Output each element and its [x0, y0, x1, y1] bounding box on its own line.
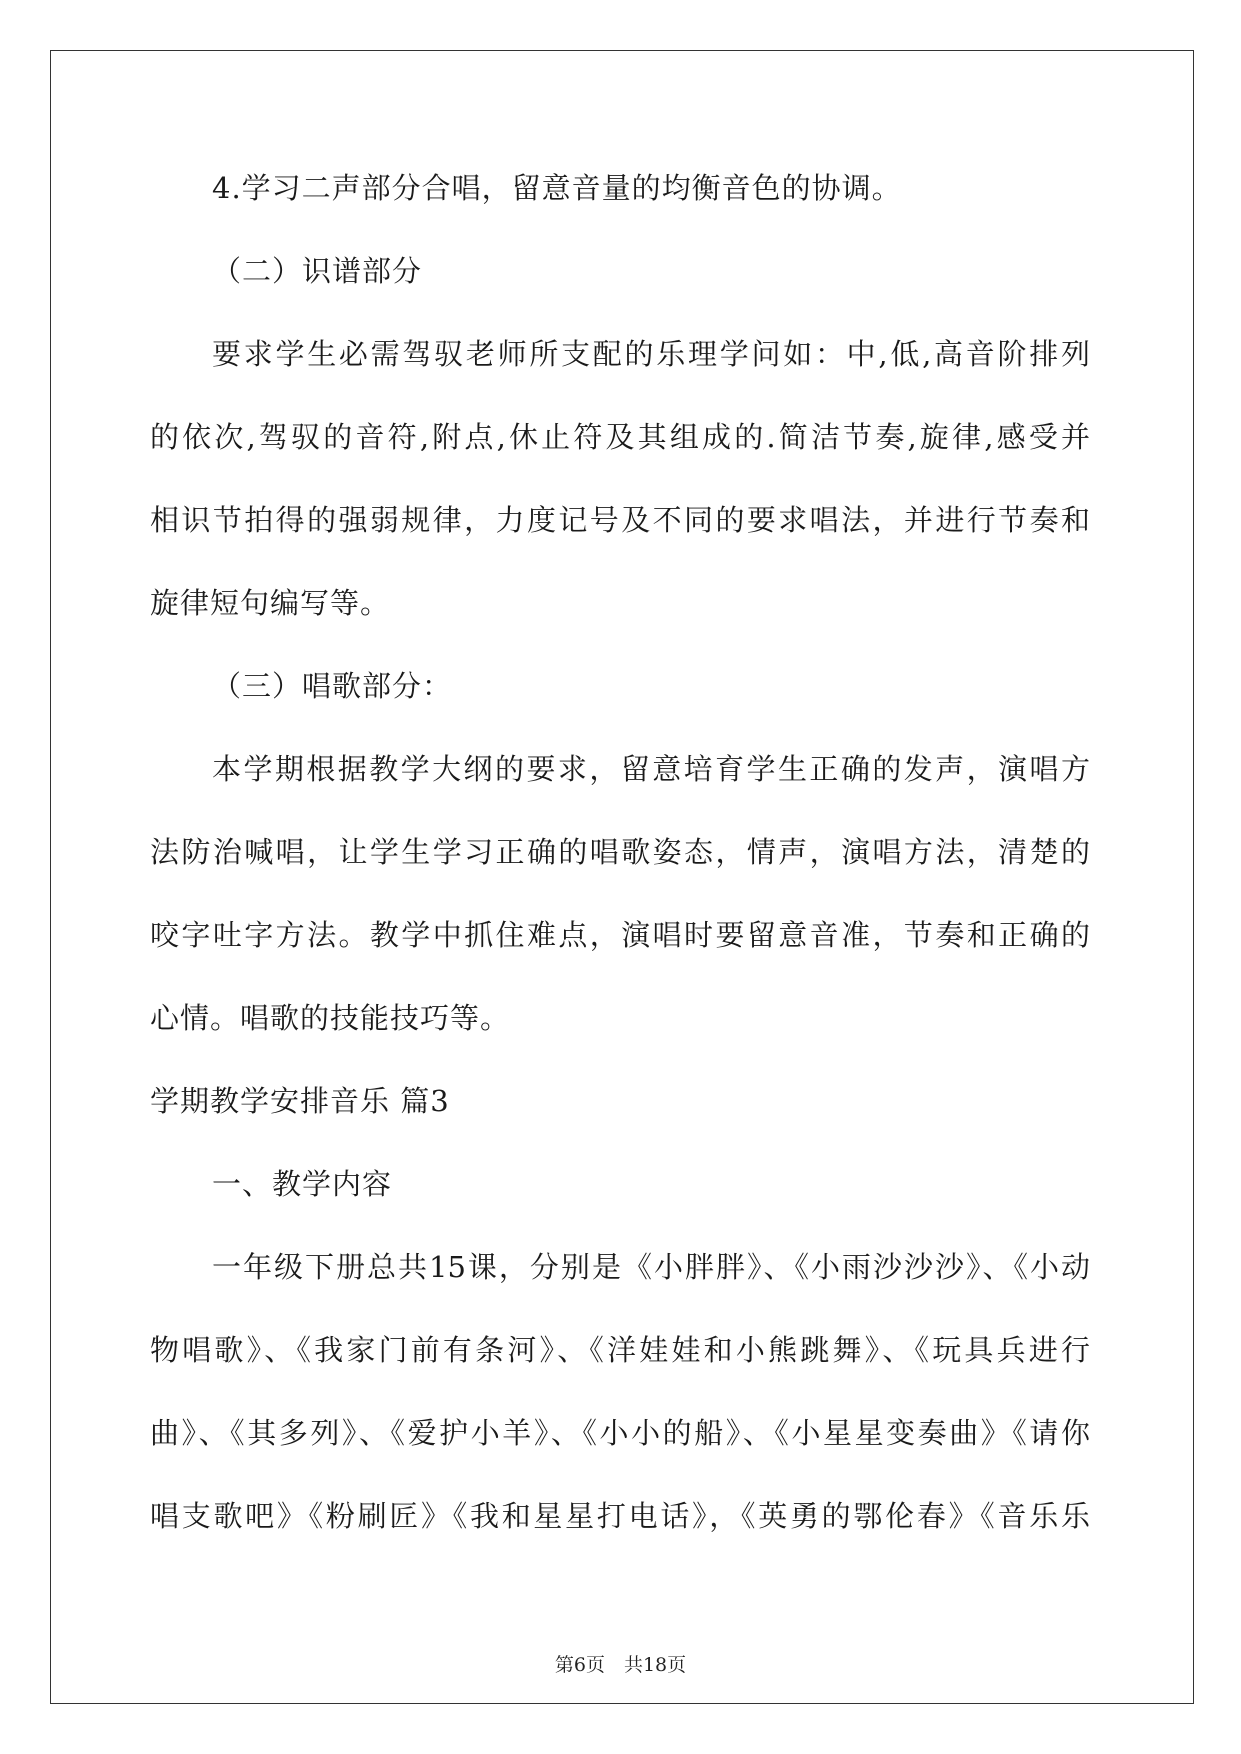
paragraph-line: 一年级下册总共15课，分别是《小胖胖》、《小雨沙沙沙》、《小动	[212, 1250, 1090, 1284]
paragraph-line: 曲》、《其多列》、《爱护小羊》、《小小的船》、《小星星变奏曲》《请你	[150, 1416, 1090, 1450]
paragraph-line: 旋律短句编写等。	[150, 586, 391, 620]
paragraph-line: 本学期根据教学大纲的要求，留意培育学生正确的发声，演唱方	[212, 752, 1090, 786]
page-number-footer: 第6页 共18页	[554, 1654, 687, 1676]
paragraph-line: 唱支歌吧》《粉刷匠》《我和星星打电话》，《英勇的鄂伦春》《音乐乐	[150, 1499, 1090, 1533]
paragraph-line: 咬字吐字方法。教学中抓住难点，演唱时要留意音准，节奏和正确的	[150, 918, 1090, 952]
paragraph-line: 相识节拍得的强弱规律，力度记号及不同的要求唱法，并进行节奏和	[150, 503, 1090, 537]
section-heading-singing: （三）唱歌部分：	[212, 669, 453, 703]
paragraph-line: 的依次,驾驭的音符,附点,休止符及其组成的.简洁节奏,旋律,感受并	[150, 420, 1090, 454]
chapter-title: 学期教学安排音乐 篇3	[150, 1084, 450, 1118]
paragraph-line: 法防治喊唱，让学生学习正确的唱歌姿态，情声，演唱方法，清楚的	[150, 835, 1090, 869]
paragraph-line: 要求学生必需驾驭老师所支配的乐理学问如：中,低,高音阶排列	[212, 337, 1090, 371]
section-heading-notation: （二）识谱部分	[212, 254, 423, 288]
section-heading-content: 一、教学内容	[212, 1167, 393, 1201]
paragraph-line: 物唱歌》、《我家门前有条河》、《洋娃娃和小熊跳舞》、《玩具兵进行	[150, 1333, 1090, 1367]
paragraph-line: 心情。唱歌的技能技巧等。	[150, 1001, 511, 1035]
page-border	[50, 50, 1194, 1704]
text-line-item-4: 4.学习二声部分合唱，留意音量的均衡音色的协调。	[212, 171, 902, 205]
